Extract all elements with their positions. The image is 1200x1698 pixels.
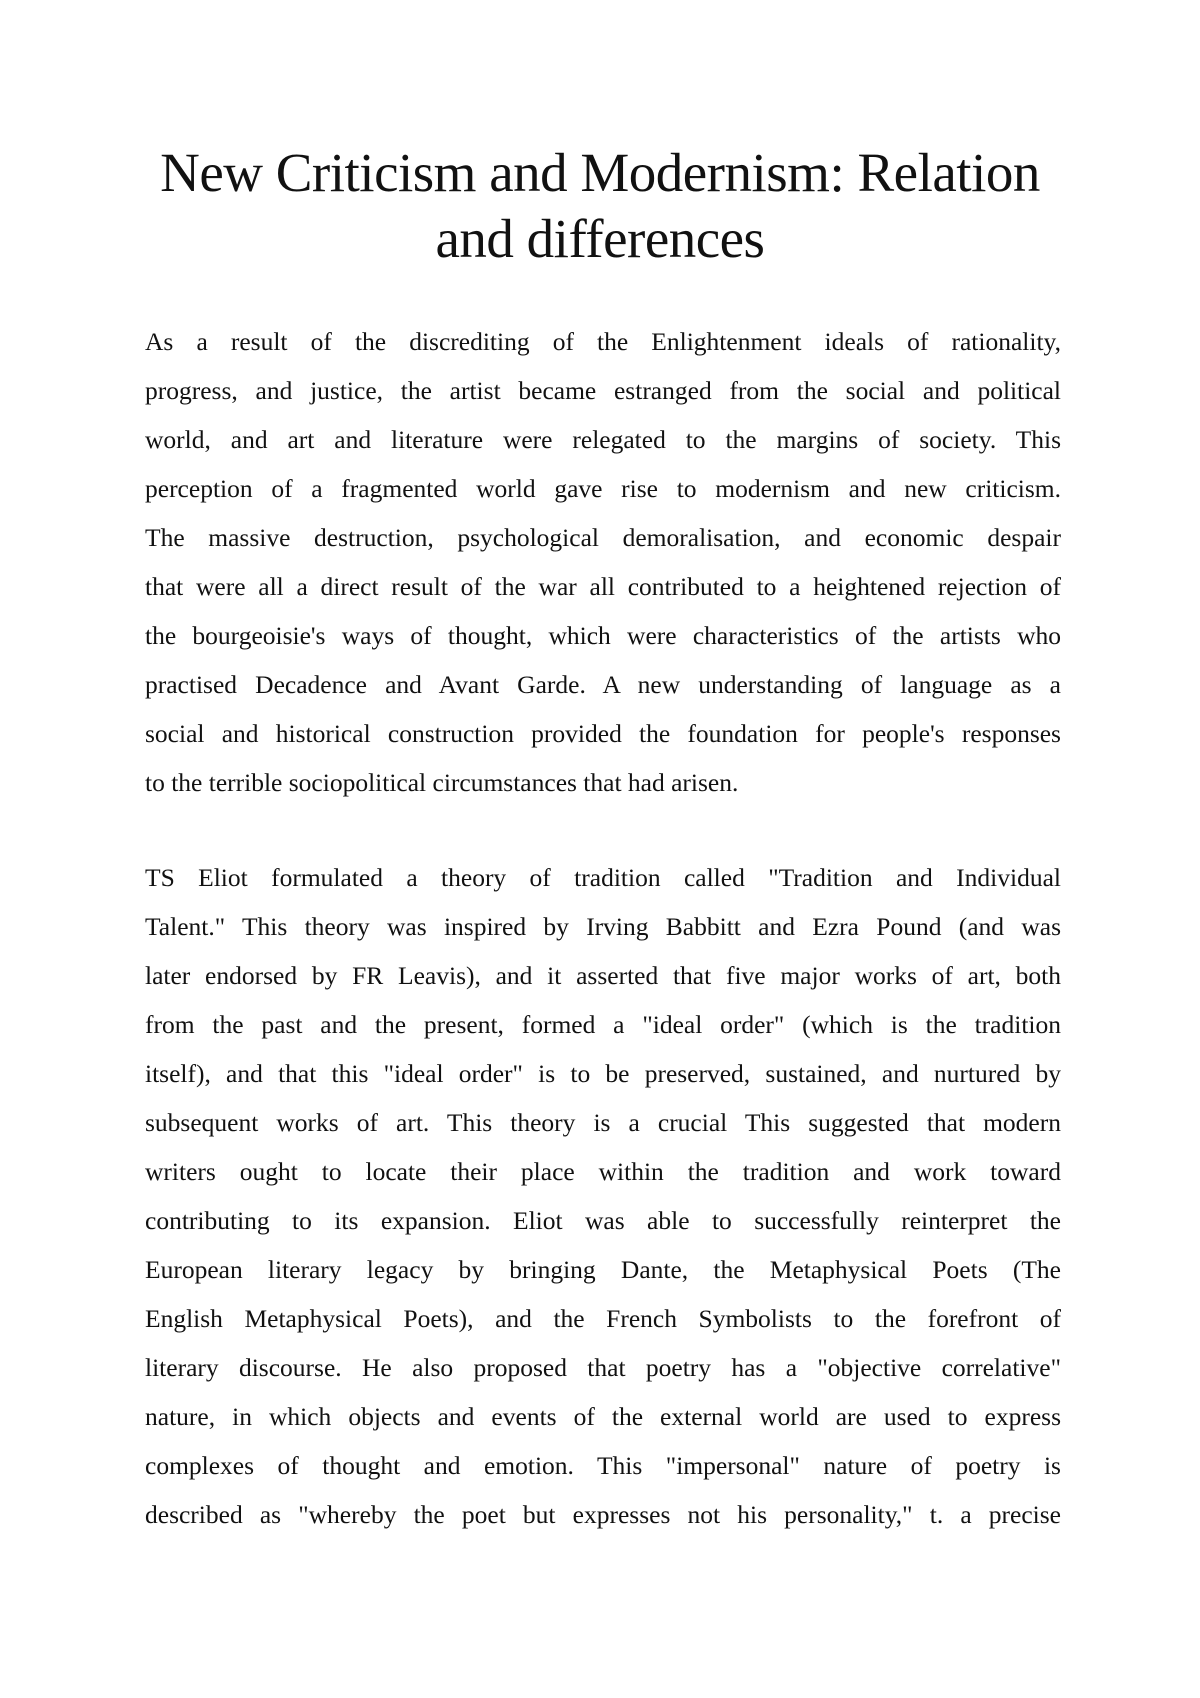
paragraph-line: the bourgeoisie's ways of thought, which were characteristics of the artists who	[145, 621, 1061, 650]
paragraph-1	[145, 317, 1061, 807]
paragraph-line: from the past and the present, formed a "ideal order" (which is the tradition	[145, 1010, 1061, 1039]
paragraph-line: As a result of the discrediting of the Enlightenment ideals of rationality,	[145, 327, 1061, 356]
paragraph-line: TS Eliot formulated a theory of tradition called "Tradition and Individual	[145, 863, 1061, 892]
paragraph-line: social and historical construction provided the foundation for people's responses	[145, 719, 1061, 748]
paragraph-line: literary discourse. He also proposed that poetry has a "objective correlative"	[145, 1353, 1061, 1382]
paragraph-line: writers ought to locate their place within the tradition and work toward	[145, 1157, 1061, 1186]
paragraph-line: described as "whereby the poet but expresses not his personality," t. a precise	[145, 1500, 1061, 1529]
document-title	[100, 140, 1100, 272]
paragraph-line: contributing to its expansion. Eliot was able to successfully reinterpret the	[145, 1206, 1061, 1235]
paragraph-line: Talent." This theory was inspired by Irving Babbitt and Ezra Pound (and was	[145, 912, 1061, 941]
paragraph-line: subsequent works of art. This theory is a crucial This suggested that modern	[145, 1108, 1061, 1137]
paragraph-line: to the terrible sociopolitical circumstances that had arisen.	[145, 768, 739, 797]
paragraph-line: nature, in which objects and events of the external world are used to express	[145, 1402, 1061, 1431]
paragraph-line: progress, and justice, the artist became estranged from the social and political	[145, 376, 1061, 405]
paragraph-line: complexes of thought and emotion. This "impersonal" nature of poetry is	[145, 1451, 1061, 1480]
title-line: New Criticism and Modernism: Relation	[160, 142, 1040, 203]
paragraph-line: practised Decadence and Avant Garde. A new understanding of language as a	[145, 670, 1061, 699]
paragraph-line: later endorsed by FR Leavis), and it asserted that five major works of art, both	[145, 961, 1061, 990]
paragraph-line: English Metaphysical Poets), and the French Symbolists to the forefront of	[145, 1304, 1061, 1333]
paragraph-line: that were all a direct result of the war all contributed to a heightened rejection of	[145, 572, 1061, 601]
paragraph-line: European literary legacy by bringing Dante, the Metaphysical Poets (The	[145, 1255, 1061, 1284]
paragraph-line: The massive destruction, psychological demoralisation, and economic despair	[145, 523, 1061, 552]
paragraph-line: perception of a fragmented world gave rise to modernism and new criticism.	[145, 474, 1061, 503]
paragraph-line: world, and art and literature were relegated to the margins of society. This	[145, 425, 1061, 454]
paragraph-line: itself), and that this "ideal order" is to be preserved, sustained, and nurtured by	[145, 1059, 1061, 1088]
paragraph-2	[145, 853, 1061, 1539]
title-line: and differences	[435, 208, 765, 269]
